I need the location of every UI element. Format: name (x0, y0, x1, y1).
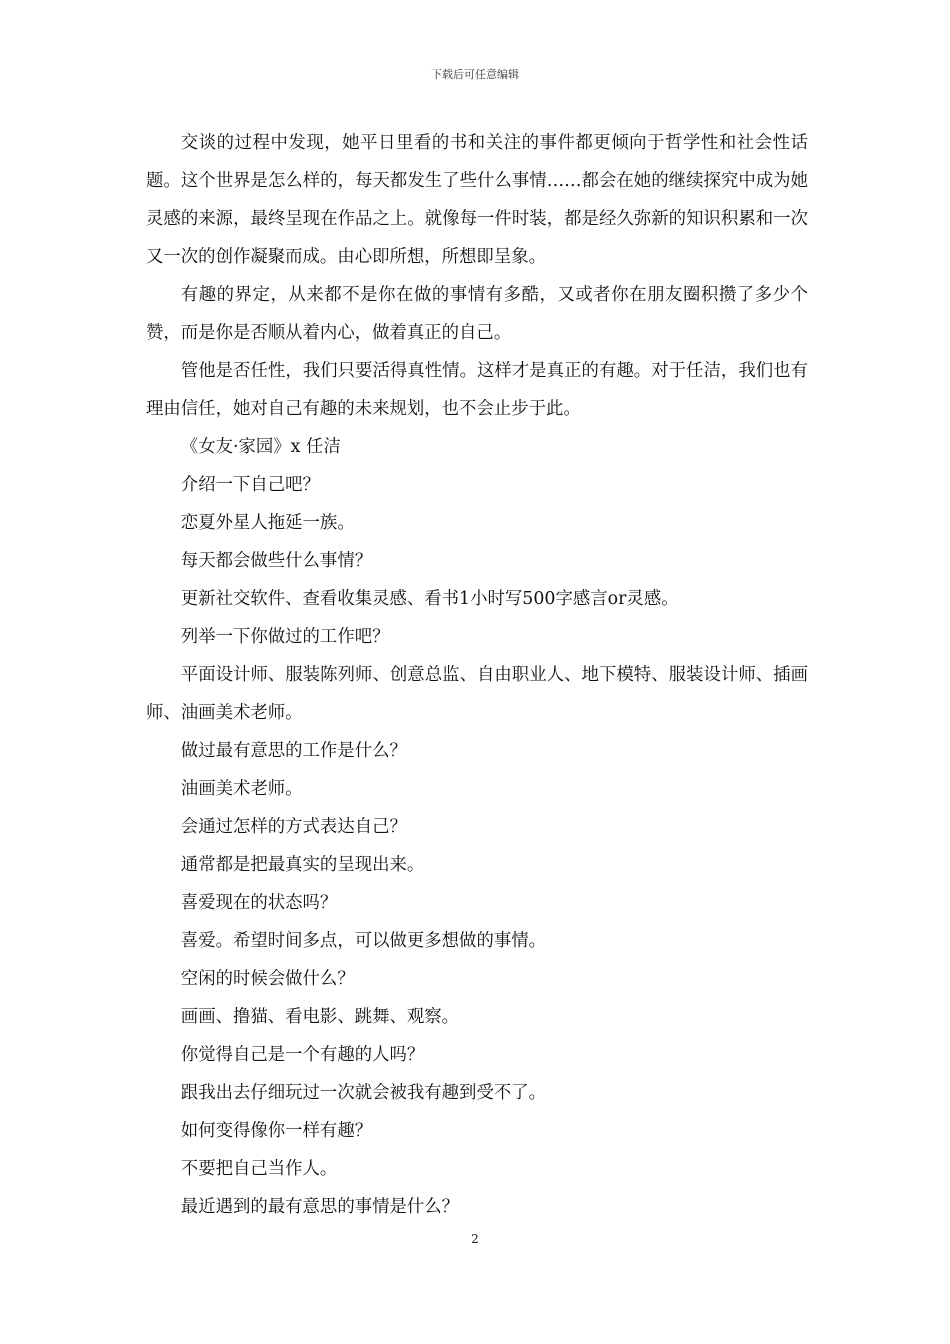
paragraph: 管他是否任性，我们只要活得真性情。这样才是真正的有趣。对于任洁，我们也有理由信任，她对自己有趣的未来规划，也不会止步于此。 (146, 361, 808, 419)
answer: 平面设计师、服装陈列师、创意总监、自由职业人、地下模特、服装设计师、插画师、油画美术老师。 (146, 665, 808, 723)
question: 会通过怎样的方式表达自己？ (180, 817, 407, 837)
question: 空闲的时候会做什么？ (180, 969, 355, 989)
answer: 油画美术老师。 (180, 779, 303, 799)
document-body (146, 124, 808, 1226)
page-header: 下载后可任意编辑 (431, 68, 519, 81)
interview-title: 《女友·家园》x 任洁 (180, 437, 341, 457)
answer: 恋夏外星人拖延一族。 (180, 513, 355, 533)
answer: 不要把自己当作人。 (180, 1159, 338, 1179)
answer: 跟我出去仔细玩过一次就会被我有趣到受不了。 (180, 1083, 547, 1103)
paragraph: 有趣的界定，从来都不是你在做的事情有多酷，又或者你在朋友圈积攒了多少个赞，而是你是否顺从着内心，做着真正的自己。 (146, 285, 808, 343)
answer: 画画、撸猫、看电影、跳舞、观察。 (180, 1007, 460, 1027)
question: 你觉得自己是一个有趣的人吗？ (180, 1045, 425, 1065)
answer: 通常都是把最真实的呈现出来。 (180, 855, 425, 875)
question: 每天都会做些什么事情？ (180, 551, 373, 571)
question: 喜爱现在的状态吗？ (180, 893, 338, 913)
paragraph: 交谈的过程中发现，她平日里看的书和关注的事件都更倾向于哲学性和社会性话题。这个世界是怎么样的，每天都发生了些什么事情……都会在她的继续探究中成为她灵感的来源，最终呈现在作品之上。就像每一件时装，都是经久弥新的知识积累和一次又一次的创作凝聚而成。由心即所想，所想即呈象。 (146, 133, 808, 267)
question: 介绍一下自己吧？ (180, 475, 320, 495)
page-number: 2 (471, 1232, 479, 1246)
question: 列举一下你做过的工作吧？ (180, 627, 390, 647)
answer: 喜爱。希望时间多点，可以做更多想做的事情。 (180, 931, 547, 951)
question: 最近遇到的最有意思的事情是什么？ (180, 1197, 460, 1217)
question: 如何变得像你一样有趣？ (180, 1121, 373, 1141)
question: 做过最有意思的工作是什么？ (180, 741, 407, 761)
answer: 更新社交软件、查看收集灵感、看书1小时写500字感言or灵感。 (180, 589, 679, 609)
